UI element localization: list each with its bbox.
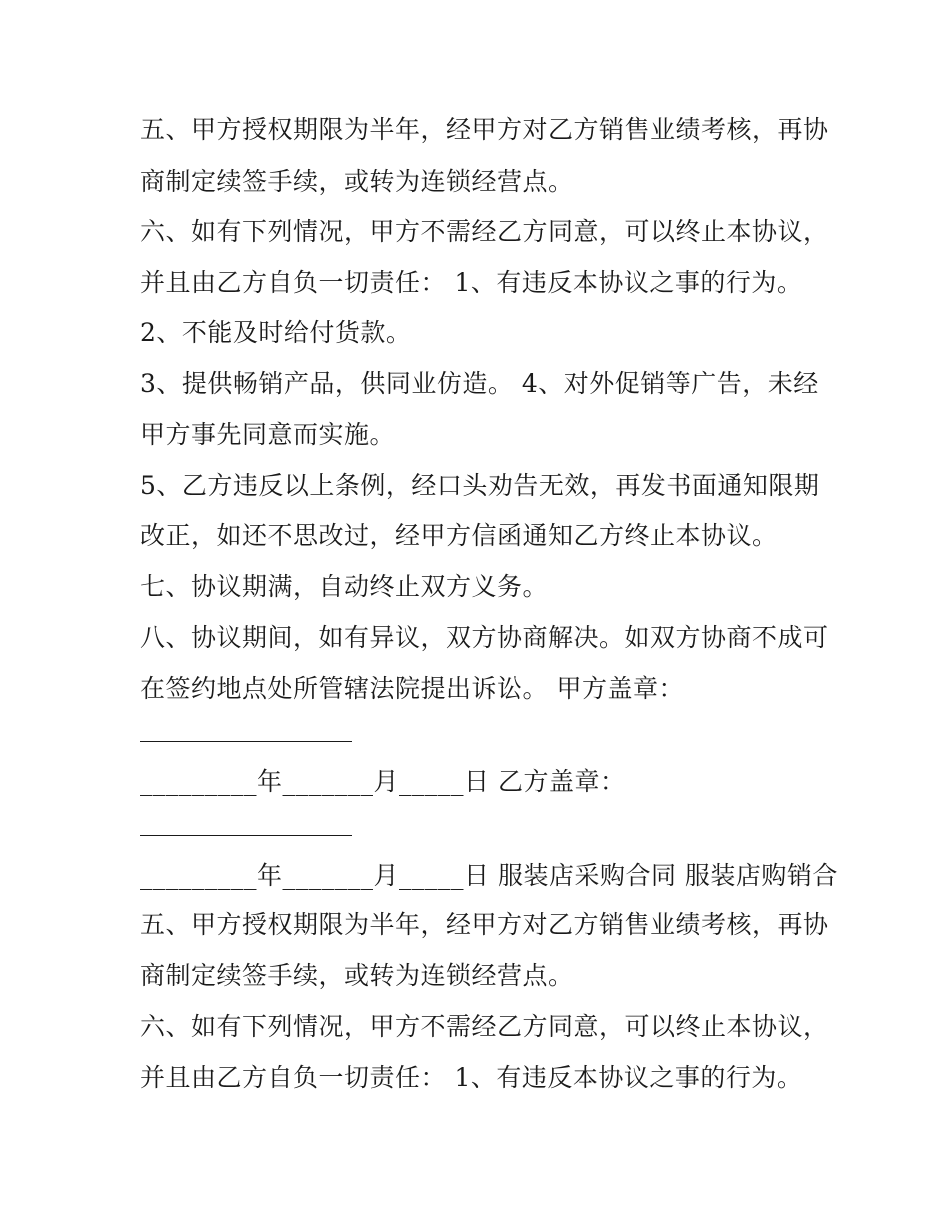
text-line: 并且由乙方自负一切责任： 1、有违反本协议之事的行为。 bbox=[140, 1063, 803, 1092]
text-line: 2、不能及时给付货款。 bbox=[140, 318, 412, 347]
text-line: 并且由乙方自负一切责任： 1、有违反本协议之事的行为。 bbox=[140, 268, 803, 297]
text-line: 在签约地点处所管辖法院提出诉讼。 甲方盖章： bbox=[140, 674, 684, 703]
text-line: 五、甲方授权期限为半年，经甲方对乙方销售业绩考核，再协 bbox=[140, 910, 829, 939]
text-line: 商制定续签手续，或转为连锁经营点。 bbox=[140, 167, 574, 196]
text-line: 甲方事先同意而实施。 bbox=[140, 420, 396, 449]
text-line: 商制定续签手续，或转为连锁经营点。 bbox=[140, 961, 574, 990]
date-line: _________年_______月_____日 服装店采购合同 服装店购销合 bbox=[140, 861, 838, 890]
text-line: 改正，如还不思改过，经甲方信函通知乙方终止本协议。 bbox=[140, 521, 778, 550]
text-line: 八、协议期间，如有异议，双方协商解决。如双方协商不成可 bbox=[140, 623, 829, 652]
text-line: 六、如有下列情况，甲方不需经乙方同意，可以终止本协议， bbox=[140, 217, 829, 246]
date-line: _________年_______月_____日 乙方盖章： bbox=[140, 767, 626, 796]
text-line: 七、协议期满，自动终止双方义务。 bbox=[140, 572, 549, 601]
signature-line bbox=[140, 835, 352, 836]
text-line: 5、乙方违反以上条例，经口头劝告无效，再发书面通知限期 bbox=[140, 471, 820, 500]
text-line: 六、如有下列情况，甲方不需经乙方同意，可以终止本协议， bbox=[140, 1012, 829, 1041]
signature-line bbox=[140, 741, 352, 742]
text-line: 五、甲方授权期限为半年，经甲方对乙方销售业绩考核，再协 bbox=[140, 115, 829, 144]
text-line: 3、提供畅销产品，供同业仿造。 4、对外促销等广告，未经 bbox=[140, 369, 819, 398]
